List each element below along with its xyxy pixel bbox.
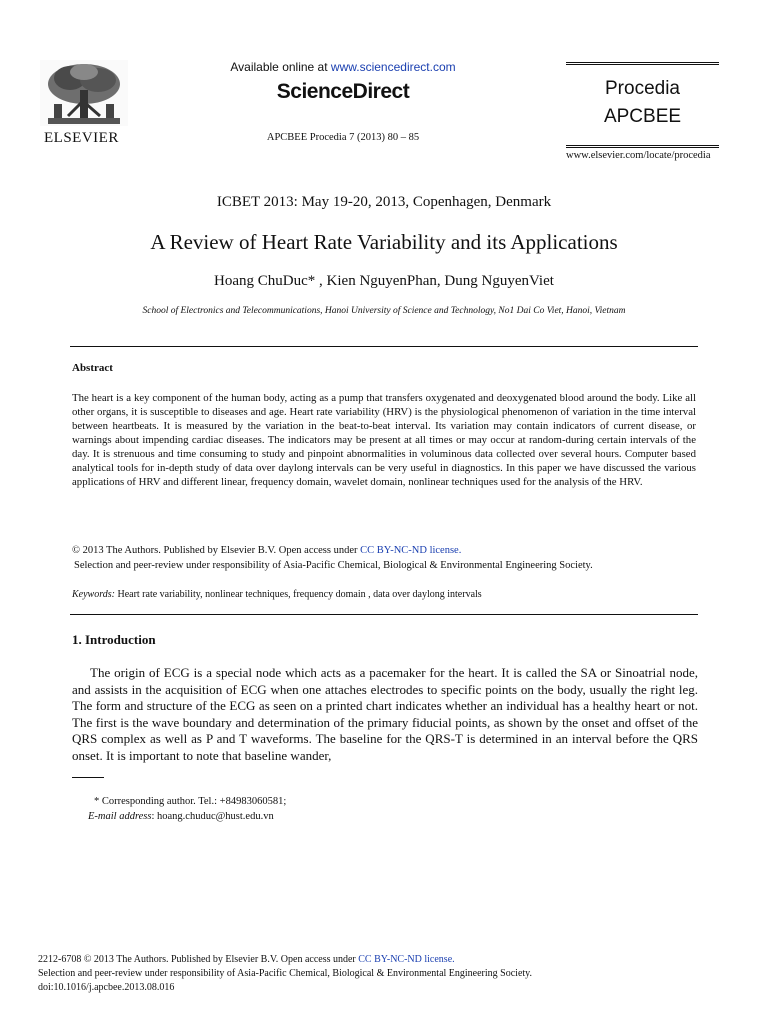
footer-doi: doi:10.1016/j.apcbee.2013.08.016 [38, 982, 175, 993]
peer-review-line: Selection and peer-review under responsibility of Asia-Pacific Chemical, Biological & Environmental Engineering Society. [74, 560, 593, 571]
abstract-body: The heart is a key component of the human body, acting as a pump that transfers oxygenated and deoxygenated blood around the body. Like all other organs, it is susceptible to diseases and age. Heart rate variability (HRV) is the physiological phenomenon of variation in the time interval between heartbeats. It is measured by the variation in the beat-to-beat interval. Its variation may contain indicators of current disease, or warnings about impending cardiac diseases. The indicators may be present at all times or may occur at random-during certain intervals of the day. It is strenuous and time consuming to study and pinpoint abnormalities in voluminous data collected over several hours. Computer based analytical tools for in-depth study of data over daylong intervals can be very useful in diagnostics. In this paper we have discussed the various applications of HRV and different linear, frequency domain, wavelet domain, nonlinear techniques used for the analysis of the HRV. [72, 392, 696, 488]
license-link[interactable]: CC BY-NC-ND license. [360, 545, 462, 556]
conference-line: ICBET 2013: May 19-20, 2013, Copenhagen, Denmark [216, 194, 552, 210]
section-heading-introduction: 1. Introduction [72, 632, 156, 647]
available-prefix: Available online at [230, 60, 331, 74]
journal-name-line2: APCBEE [603, 106, 682, 127]
journal-url-link[interactable]: www.elsevier.com/locate/procedia [566, 150, 711, 161]
journal-citation: APCBEE Procedia 7 (2013) 80 – 85 [266, 132, 420, 143]
sciencedirect-link[interactable]: www.sciencedirect.com [330, 60, 456, 74]
corresponding-author-footnote: * Corresponding author. Tel.: +84983060581; [94, 796, 287, 807]
abstract-heading: Abstract [72, 362, 113, 374]
keywords-label: Keywords: [72, 589, 115, 600]
abstract-top-rule [70, 346, 698, 347]
email-address: : hoang.chuduc@hust.edu.vn [151, 811, 274, 822]
introduction-body: The origin of ECG is a special node which acts as a pacemaker for the heart. It is called the SA or Sinoatrial node, and assists in the acquisition of ECG when one attaches electrodes to specific points on the body, usually the right leg. The form and structure of the ECG as seen on a printed chart indicates whether an individual has a healthy heart or not. The first is the wave boundary and determination of the primary fiducial points, as shown by the onset and offset of the QRS complex as well as P and T waveforms. The baseline for the QRS-T is determined in an interval before the QRS onset. It is important to note that baseline wander, [72, 665, 698, 763]
email-label: E-mail address [88, 811, 152, 822]
abstract-bottom-rule [70, 614, 698, 615]
journal-banner-frame [566, 62, 719, 148]
footnote-rule [72, 777, 104, 778]
footer-peer-review-line: Selection and peer-review under responsibility of Asia-Pacific Chemical, Biological & Environmental Engineering Society. [38, 968, 533, 979]
copyright-line [72, 545, 461, 556]
paper-authors: Hoang ChuDuc* , Kien NguyenPhan, Dung NguyenViet [214, 273, 554, 289]
sciencedirect-logotype: ScienceDirect [276, 80, 410, 103]
paper-title: A Review of Heart Rate Variability and its Applications [150, 230, 618, 254]
journal-name-line1: Procedia [605, 78, 680, 99]
keywords-list: Heart rate variability, nonlinear techniques, frequency domain , data over daylong intervals [114, 589, 482, 600]
publisher-name: ELSEVIER [44, 130, 119, 146]
footer-license-link[interactable]: CC BY-NC-ND license. [358, 954, 455, 965]
footer-copyright-prefix: 2212-6708 © 2013 The Authors. Published by Elsevier B.V. Open access under [38, 954, 359, 965]
keywords-line [72, 589, 482, 600]
copyright-prefix: © 2013 The Authors. Published by Elsevier B.V. Open access under [72, 545, 361, 556]
footer-copyright-line [38, 954, 455, 965]
author-affiliation: School of Electronics and Telecommunications, Hanoi University of Science and Technology, No1 Dai Co Viet, Hanoi, Vietnam [142, 306, 626, 316]
email-footnote [88, 811, 274, 822]
